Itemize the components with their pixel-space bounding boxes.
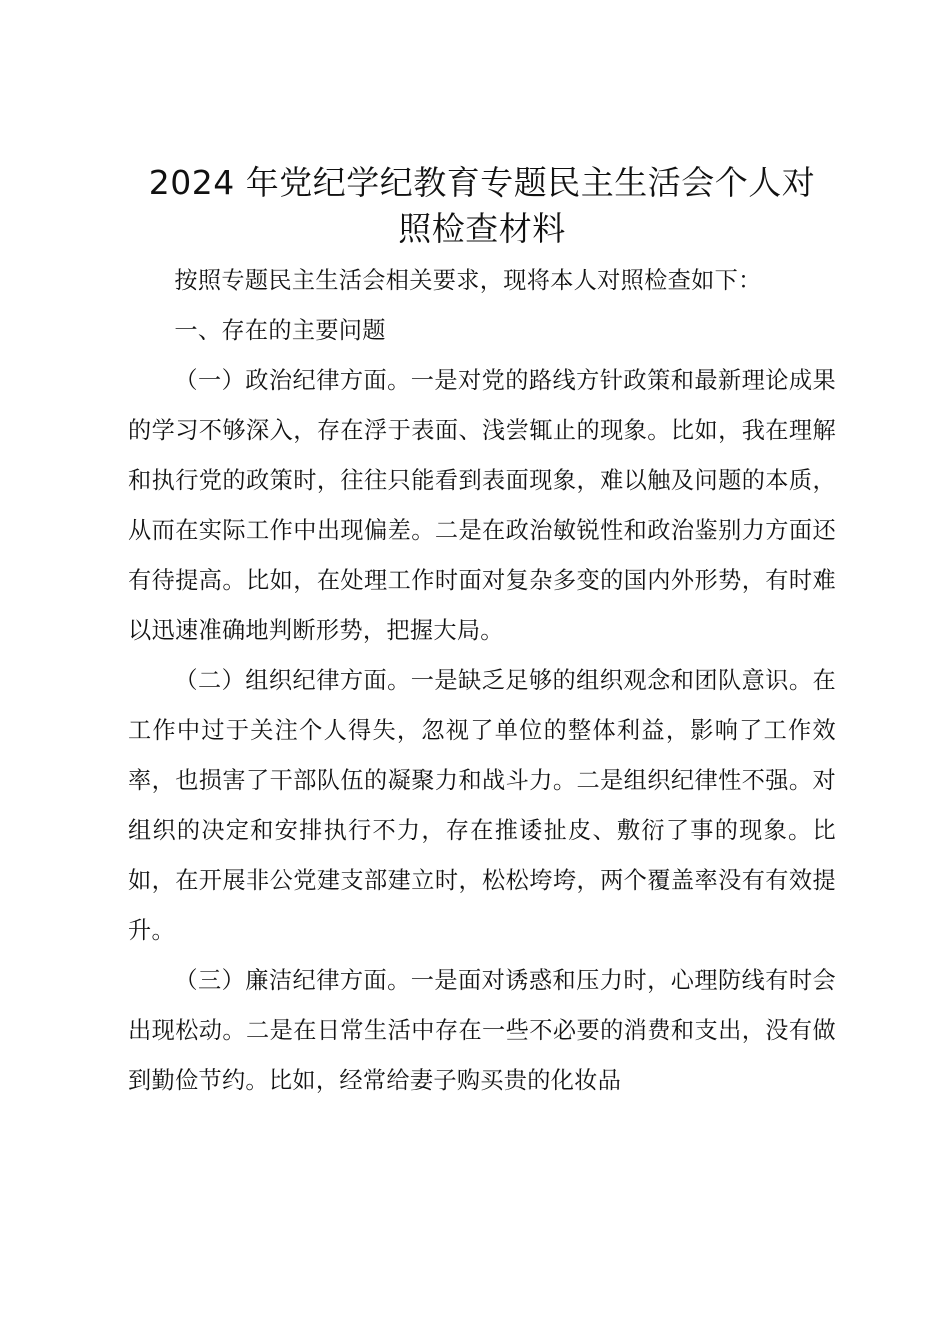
document-title	[128, 160, 836, 252]
paragraph-integrity-discipline: （三）廉洁纪律方面。一是面对诱惑和压力时，心理防线有时会出现松动。二是在日常生活中存在一些不必要的消费和支出，没有做到勤俭节约。比如，经常给妻子购买贵的化妆品	[128, 967, 836, 1094]
title-line-2: 照检查材料	[398, 209, 566, 248]
paragraph-political-discipline: （一）政治纪律方面。一是对党的路线方针政策和最新理论成果的学习不够深入，存在浮于表面、浅尝辄止的现象。比如，我在理解和执行党的政策时，往往只能看到表面现象，难以触及问题的本质，从而在实际工作中出现偏差。二是在政治敏锐性和政治鉴别力方面还有待提高。比如，在处理工作时面对复杂多变的国内外形势，有时难以迅速准确地判断形势，把握大局。	[128, 367, 836, 644]
intro-paragraph: 按照专题民主生活会相关要求，现将本人对照检查如下：	[174, 267, 762, 294]
document-body	[128, 160, 836, 1106]
section-heading-1: 一、存在的主要问题	[174, 317, 386, 344]
title-line-1: 2024 年党纪学纪教育专题民主生活会个人对	[148, 163, 816, 202]
paragraph-organizational-discipline: （二）组织纪律方面。一是缺乏足够的组织观念和团队意识。在工作中过于关注个人得失，忽视了单位的整体利益，影响了工作效率，也损害了干部队伍的凝聚力和战斗力。二是组织纪律性不强。对组织的决定和安排执行不力，存在推诿扯皮、敷衍了事的现象。比如，在开展非公党建支部建立时，松松垮垮，两个覆盖率没有有效提升。	[128, 667, 836, 944]
